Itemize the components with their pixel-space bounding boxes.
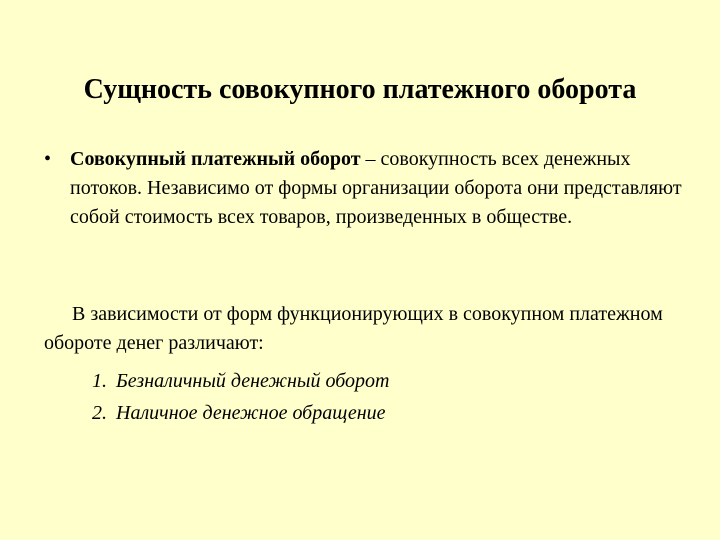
bullet-term: Совокупный платежный оборот (70, 148, 361, 170)
list-item-text: Наличное денежное обращение (116, 402, 386, 424)
list-item-number: 1. (92, 370, 107, 392)
list-item-number: 2. (92, 402, 107, 424)
intro-paragraph-text: В зависимости от форм функционирующих в совокупном платежном обороте денег различают: (44, 303, 663, 354)
numbered-list (92, 365, 389, 429)
bullet-definition: – совокупность всех денежных потоков. Независимо от формы организации оборота они представляют собой стоимость всех товаров, произведенных в обществе. (70, 148, 682, 228)
intro-paragraph (44, 300, 704, 358)
list-item-text: Безналичный денежный оборот (116, 370, 390, 392)
slide-title: Сущность совокупного платежного оборота (83, 74, 637, 105)
bullet-item (44, 145, 684, 232)
list-item (92, 365, 389, 397)
bullet-marker: • (44, 148, 52, 170)
list-item (92, 397, 389, 429)
bullet-text (70, 145, 684, 232)
